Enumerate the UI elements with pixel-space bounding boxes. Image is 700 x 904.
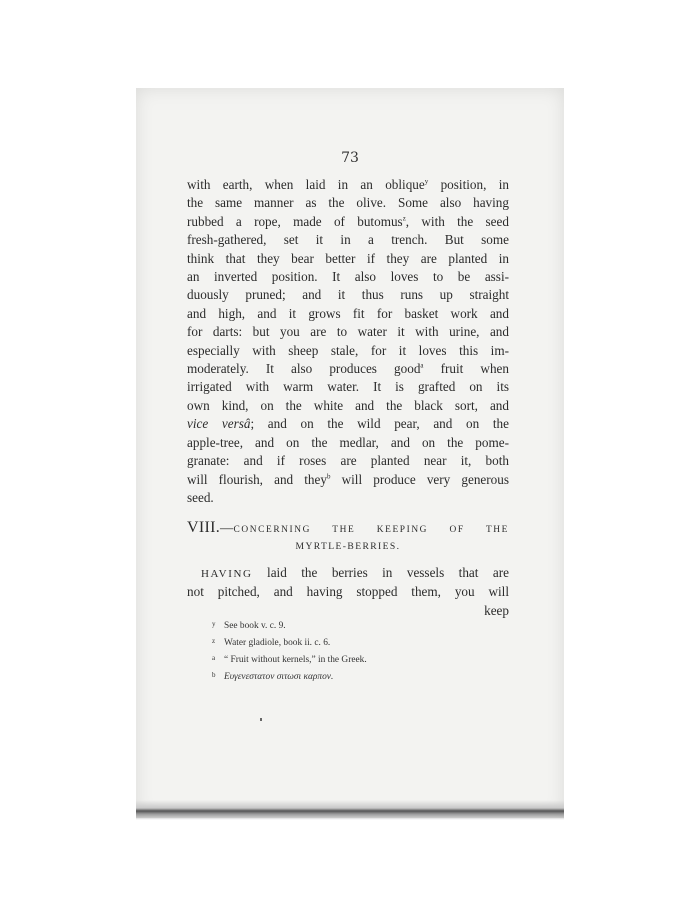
heading-line-2: MYRTLE-BERRIES.: [295, 541, 401, 552]
text-line: duously pruned; and it thus runs up straight: [187, 287, 509, 303]
paragraph-2: [187, 564, 509, 620]
book-page: [136, 88, 564, 818]
text-line: think that they bear better if they are planted in: [187, 250, 509, 266]
text-line: own kind, on the white and the black sort, and: [187, 397, 509, 413]
text-line: moderately. It also produces good$^a$ fruit when: [187, 361, 509, 377]
catchword: keep: [484, 602, 509, 618]
footnote: z Water gladiole, book ii. c. 6.: [212, 637, 331, 648]
text-line: the same manner as the olive. Some also having: [187, 195, 509, 211]
text-line: rubbed a rope, made of butomus$^z$, with the seed: [187, 213, 509, 229]
section-heading: [187, 519, 509, 552]
text-line: especially with sheep stale, for it loves this im-: [187, 342, 509, 358]
page-edge-shadow: [136, 800, 564, 820]
text-line: irrigated with warm water. It is grafted on its: [187, 379, 509, 395]
footnote: a “ Fruit without kernels,” in the Greek.: [212, 654, 367, 665]
text-line: seed.: [187, 489, 214, 505]
text-line: apple-tree, and on the medlar, and on the pome-: [187, 434, 509, 450]
text-line: granate: and if roses are planted near it, both: [187, 453, 509, 469]
footnote: y See book v. c. 9.: [212, 620, 286, 631]
text-line: an inverted position. It also loves to be assi-: [187, 269, 509, 285]
text-line: HAVING laid the berries in vessels that are: [201, 565, 509, 580]
ink-speck: [260, 718, 262, 721]
text-line: with earth, when laid in an oblique$^y$ position, in: [187, 177, 509, 192]
text-line: and high, and it grows fit for basket work and: [187, 305, 509, 321]
paragraph-1: [187, 176, 509, 507]
footnotes: [212, 617, 512, 685]
text-line: for darts: but you are to water it with urine, and: [187, 324, 509, 340]
heading-line-1: VIII.—CONCERNING THE KEEPING OF THE: [187, 519, 509, 536]
text-line: fresh-gathered, set it in a trench. But some: [187, 232, 509, 248]
text-line: will flourish, and they$^b$ will produce very generous: [187, 471, 509, 487]
text-line: vice versâ; and on the wild pear, and on the: [187, 416, 509, 432]
text-line: not pitched, and having stopped them, you will: [187, 584, 509, 600]
footnote: b Ευγενεστατον σιτωσι καρπον.: [212, 671, 334, 682]
page-number: 73: [341, 150, 359, 166]
